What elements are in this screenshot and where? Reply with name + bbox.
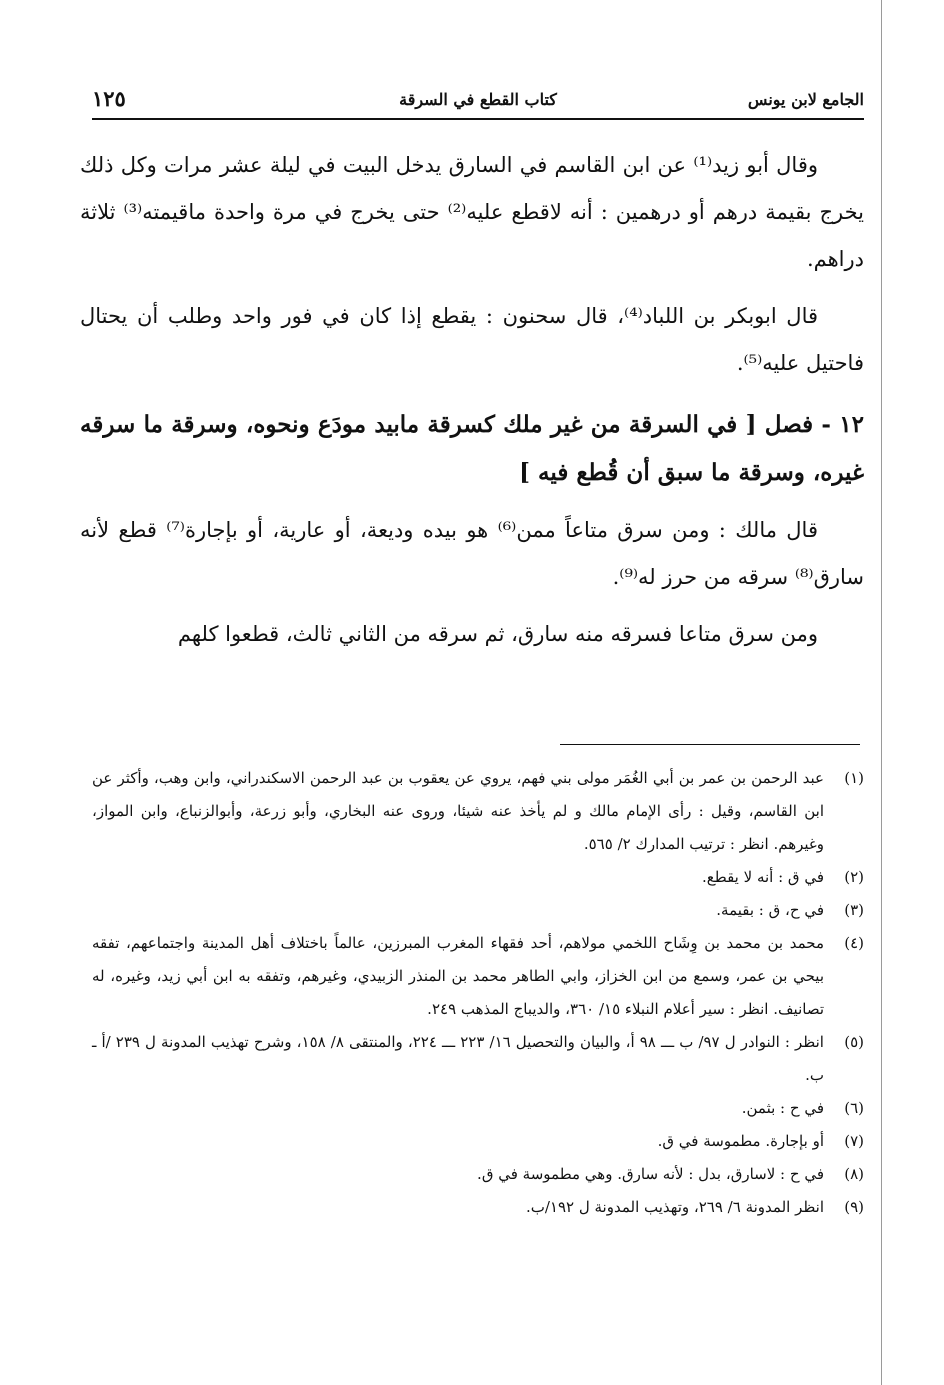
page-number: ١٢٥ bbox=[92, 86, 126, 111]
footnote-number: (٢) bbox=[844, 868, 864, 886]
paragraph-1: وقال أبو زيد⁽¹⁾ عن ابن القاسم في السارق يدخل البيت في ليلة عشر مرات وكل ذلك يخرج بقيمة درهم أو درهمين : أنه لاقطع عليه⁽²⁾ حتى يخرج في مرة واحدة ماقيمته⁽³⁾ ثلاثة دراهم. bbox=[80, 153, 864, 271]
book-title: الجامع لابن يونس bbox=[747, 90, 864, 109]
footnote bbox=[92, 1158, 864, 1191]
footnote-text: أو بإجارة. مطموسة في ق. bbox=[657, 1132, 824, 1150]
footnote-number: (٨) bbox=[844, 1165, 864, 1183]
footnote-number: (٣) bbox=[844, 901, 864, 919]
footnotes bbox=[92, 762, 864, 1224]
footnote-text: انظر المدونة ٦/ ٢٦٩، وتهذيب المدونة ل ١٩٢/ب. bbox=[525, 1198, 824, 1216]
paragraph-3: قال مالك : ومن سرق متاعاً ممن⁽⁶⁾ هو بيده وديعة، أو عارية، أو بإجارة⁽⁷⁾ قطع لأنه سارق⁽⁸⁾ سرقه من حرز له⁽⁹⁾. bbox=[80, 518, 864, 589]
footnote bbox=[92, 894, 864, 927]
footnote-number: (٥) bbox=[844, 1033, 864, 1051]
footnote-number: (٤) bbox=[844, 934, 864, 952]
footnote-text: محمد بن محمد بن وِشَاح اللخمي مولاهم، أحد فقهاء المغرب المبرزين، عالماً باختلاف أهل المدينة واجتماعهم، تفقه بيحي بن عمر، وسمع من ابن الخزاز، وابي الطاهر محمد بن المنذر الزبيدي، وغيرهم، وتفقه به ابن أبي زيد، وغيره، له تصانيف. انظر : سير أعلام النبلاء ١٥/ ٣٦٠، والديباج المذهب ٢٤٩. bbox=[92, 934, 824, 1018]
footnote bbox=[92, 1026, 864, 1092]
header-rule bbox=[92, 118, 864, 120]
main-text bbox=[80, 142, 864, 668]
footnote-text: في ق : أنه لا يقطع. bbox=[702, 868, 824, 886]
footnote-number: (٦) bbox=[844, 1099, 864, 1117]
footnote bbox=[92, 762, 864, 861]
footnote-text: في ح، ق : بقيمة. bbox=[716, 901, 824, 919]
footnote-number: (١) bbox=[844, 769, 864, 787]
page-edge-line bbox=[881, 0, 882, 1385]
paragraph-2: قال ابوبكر بن اللباد⁽⁴⁾، قال سحنون : يقطع إذا كان في فور واحد وطلب أن يحتال فاحتيل عليه⁽⁵⁾. bbox=[80, 304, 864, 375]
paragraph-4: ومن سرق متاعا فسرقه منه سارق، ثم سرقه من الثاني ثالث، قطعوا كلهم bbox=[177, 622, 818, 646]
footnote bbox=[92, 1125, 864, 1158]
footnote-text: في ح : لاسارق، بدل : لأنه سارق. وهي مطموسة في ق. bbox=[477, 1165, 824, 1183]
footnote bbox=[92, 927, 864, 1026]
footnote-text: في ح : بثمن. bbox=[741, 1099, 824, 1117]
footnote bbox=[92, 861, 864, 894]
chapter-title: كتاب القطع في السرقة bbox=[399, 90, 557, 109]
footnote-text: انظر : النوادر ل ٩٧/ ب ـــ ٩٨ أ، والبيان والتحصيل ١٦/ ٢٢٣ ـــ ٢٢٤، والمنتقى ٨/ ١٥٨، وشرح تهذيب المدونة ل ٢٣٩ /أ ـ ب. bbox=[92, 1033, 824, 1084]
footnote bbox=[92, 1191, 864, 1224]
footnote-number: (٧) bbox=[844, 1132, 864, 1150]
footnote-rule bbox=[560, 744, 860, 745]
section-title: ١٢ - فصل [ في السرقة من غير ملك كسرقة مابيد مودَع ونحوه، وسرقة ما سرقه غيره، وسرقة ما سبق أن قُطع فيه ] bbox=[80, 411, 864, 486]
footnote bbox=[92, 1092, 864, 1125]
footnote-number: (٩) bbox=[844, 1198, 864, 1216]
running-header bbox=[92, 82, 864, 120]
footnote-text: عبد الرحمن بن عمر بن أبي الغُمَر مولى بني فهم، يروي عن يعقوب بن عبد الرحمن الاسكندراني، وابن وهب، وأكثر عن ابن القاسم، وقيل : رأى الإمام مالك و لم يأخذ عنه شيئا، وروى عنه البخاري، وأبو زرعة، وأبوالزنباع، وابن المواز، وغيرهم. انظر : ترتيب المدارك ٢/ ٥٦٥. bbox=[92, 769, 824, 853]
